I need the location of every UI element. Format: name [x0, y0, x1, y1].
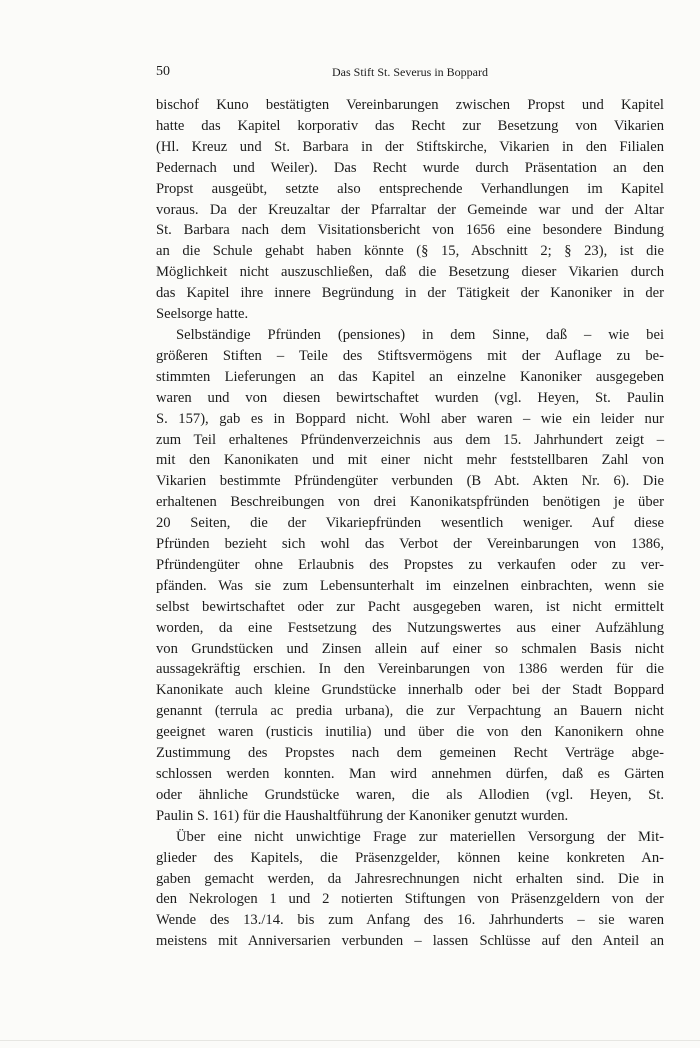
text-line: zum Teil erhaltenes Pfründenverzeichnis aus dem 15. Jahrhundert zeigt –: [156, 431, 664, 448]
text-line: das Kapitel ihre innere Begründung in der Tätigkeit der Kanoniker in der: [156, 285, 664, 302]
running-title: Das Stift St. Severus in Boppard: [332, 65, 488, 79]
text-line: stimmten Lieferungen an das Kapitel an einzelne Kanoniker ausgegeben: [156, 368, 664, 385]
text-line: S. 157), gab es in Boppard nicht. Wohl aber waren – wie ein leider nur: [156, 410, 664, 427]
text-line: hatte das Kapitel korporativ das Recht zur Besetzung von Vikarien: [156, 117, 664, 134]
page-header: [156, 64, 664, 84]
text-line: selbst bewirtschaftet oder zur Pacht ausgegeben waren, ist nicht ermittelt: [156, 598, 664, 615]
text-line: Wende des 13./14. bis zum Anfang des 16. Jahrhunderts – sie waren: [156, 912, 664, 929]
text-line: Vikarien bestimmte Pfründengüter verbunden (B Abt. Akten Nr. 6). Die: [156, 473, 664, 490]
text-line: Pfründen bezieht sich wohl das Verbot der Vereinbarungen von 1386,: [156, 536, 664, 553]
body-text: [156, 95, 664, 952]
text-line: den Nekrologen 1 und 2 notierten Stiftungen von Präsenzgeldern von der: [156, 891, 664, 908]
text-line: glieder des Kapitels, die Präsenzgelder, können keine konkreten An-: [156, 849, 664, 866]
page-bottom-edge: [0, 1040, 700, 1041]
text-line: Paulin S. 161) für die Haushaltführung der Kanoniker genutzt wurden.: [156, 807, 569, 824]
text-line: bischof Kuno bestätigten Vereinbarungen zwischen Propst und Kapitel: [156, 97, 664, 113]
text-line: Zustimmung des Propstes nach dem gemeinen Recht Verträge abge-: [156, 745, 664, 762]
text-line: an die Schule gehabt haben könnte (§ 15, Abschnitt 2; § 23), ist die: [156, 243, 664, 260]
text-line: geeignet waren (rusticis inutilia) und über die von den Kanonikern ohne: [156, 724, 664, 741]
text-line: oder ähnliche Grundstücke waren, die als Allodien (vgl. Heyen, St.: [156, 786, 664, 803]
text-line: (Hl. Kreuz und St. Barbara in der Stiftskirche, Vikarien in den Filialen: [156, 138, 664, 155]
page-number: 50: [156, 64, 170, 79]
text-line: 20 Seiten, die der Vikariepfründen wesentlich weniger. Auf diese: [156, 515, 664, 532]
text-line: gaben gemacht werden, da Jahresrechnungen nicht erhalten sind. Die in: [156, 870, 664, 887]
text-line: Pedernach und Weiler). Das Recht wurde durch Präsentation an den: [156, 159, 664, 176]
text-line: Propst ausgeübt, setzte also entsprechende Verhandlungen im Kapitel: [156, 180, 664, 197]
text-line: Über eine nicht unwichtige Frage zur materiellen Versorgung der Mit-: [176, 828, 664, 845]
text-line: Selbständige Pfründen (pensiones) in dem Sinne, daß – wie bei: [176, 326, 664, 343]
text-line: größeren Stiften – Teile des Stiftsvermögens mit der Auflage zu be-: [156, 347, 664, 364]
text-line: erhaltenen Beschreibungen von drei Kanonikatspfründen benötigen je über: [156, 494, 664, 511]
text-line: waren und von diesen bewirtschaftet wurden (vgl. Heyen, St. Paulin: [156, 389, 664, 406]
text-line: Kanonikate auch kleine Grundstücke innerhalb oder bei der Stadt Boppard: [156, 682, 664, 699]
text-line: genannt (terrula ac predia urbana), die zur Verpachtung an Bauern nicht: [156, 703, 664, 720]
text-line: worden, da eine Festsetzung des Nutzungswertes aus einer Aufzählung: [156, 619, 664, 636]
text-line: von Grundstücken und Zinsen allein auf einer so schmalen Basis nicht: [156, 640, 664, 657]
text-line: voraus. Da der Kreuzaltar der Pfarraltar der Gemeinde war und der Altar: [156, 201, 664, 218]
text-line: schlossen werden konnten. Man wird annehmen dürfen, daß es Gärten: [156, 766, 664, 782]
text-line: aussagekräftig erschien. In den Vereinbarungen von 1386 werden für die: [156, 661, 664, 678]
text-line: St. Barbara nach dem Visitationsbericht von 1656 eine besondere Bindung: [156, 222, 664, 239]
text-line: Möglichkeit nicht auszuschließen, daß die Besetzung dieser Vikarien durch: [156, 264, 664, 281]
text-line: Pfründengüter ohne Erlaubnis des Propstes zu verkaufen oder zu ver-: [156, 556, 664, 573]
text-line: meistens mit Anniversarien verbunden – lassen Schlüsse auf den Anteil an: [156, 933, 664, 950]
text-line: Seelsorge hatte.: [156, 306, 249, 323]
text-line: mit den Kanonikaten und mit einer nicht mehr feststellbaren Zahl von: [156, 452, 664, 469]
text-line: pfänden. Was sie zum Lebensunterhalt im einzelnen einbrachten, wenn sie: [156, 577, 664, 594]
